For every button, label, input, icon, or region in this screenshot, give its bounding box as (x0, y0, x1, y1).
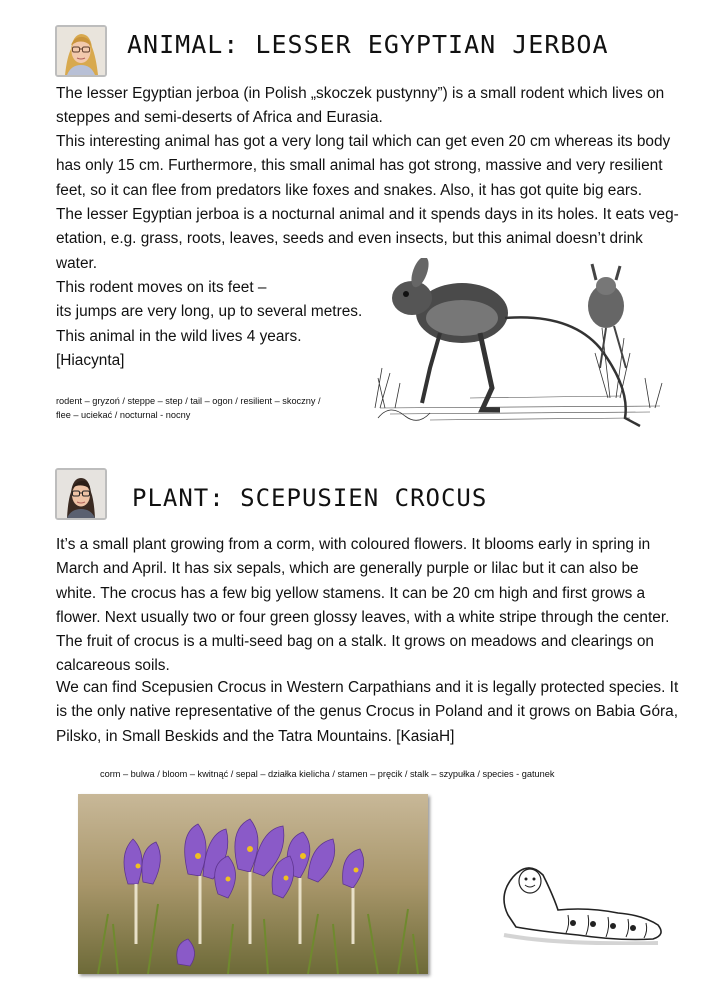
animal-paragraph-3: The lesser Egyptian jerboa is a nocturnal animal and it spends days in its holes. It eats veg-etation, e.g. grass, roots, leaves, seeds and even insects, but this animal doesn’t drink water. (56, 206, 679, 272)
author-avatar-kasiah (55, 468, 107, 520)
plant-vocab-line: corm – bulwa / bloom – kwitnąć / sepal – działka kielicha / stamen – pręcik / stalk – szypułka / species - gatunek (100, 769, 555, 779)
jerboa-engraving-icon (370, 258, 670, 434)
crocus-photo (78, 794, 428, 974)
animal-line-lifespan: This animal in the wild lives 4 years. (56, 328, 302, 345)
plant-paragraph-2: We can find Scepusien Crocus in Western Carpathians and it is legally protected species. It is the only native representative of the genus Crocus in Poland and it grows on Babia Góra, Pilsko, in Small Beskids and the Tatra Mountains. [KasiaH] (56, 679, 679, 745)
plant-title: PLANT: SCEPUSIEN CROCUS (132, 484, 488, 512)
jerboa-illustration (370, 258, 670, 434)
animal-vocab-line-1: rodent – gryzoń / steppe – step / tail – ogon / resilient – skoczny / (56, 396, 321, 406)
animal-line-feet: This rodent moves on its feet – (56, 279, 267, 296)
girl-avatar-icon (57, 470, 105, 518)
author-avatar-hiacynta (55, 25, 107, 77)
crocus-photo-icon (78, 794, 428, 974)
animal-vocab-line-2: flee – uciekać / nocturnal - nocny (56, 410, 191, 420)
girl-avatar-icon (57, 27, 105, 75)
animal-paragraph-2: This interesting animal has got a very long tail which can get even 20 cm whereas its body has only 15 cm. Furthermore, this small animal has got strong, massive and very resilient feet, so it can flee from predators like foxes and snakes. Also, it has got quite big ears. (56, 133, 671, 199)
animal-line-jumps: its jumps are very long, up to several metres. (56, 303, 363, 320)
plant-paragraph-1: It’s a small plant growing from a corm, with coloured flowers. It blooms early in spring in March and April. It has six sepals, which are generally purple or lilac but it can also be white. The crocus has a few big yellow stamens. It can be 20 cm high and first grows a flower. Next usually two or four green glossy leaves, with a white stripe through the center. The fruit of crocus is a multi-seed bag on a stalk. It grows on meadows and clearings on calcareous soils. (56, 536, 670, 675)
caterpillar-doodle (498, 855, 668, 945)
animal-paragraph-1: The lesser Egyptian jerboa (in Polish „skoczek pustynny”) is a small rodent which lives on steppes and semi-deserts of Africa and Eurasia. (56, 85, 665, 127)
animal-title: ANIMAL: LESSER EGYPTIAN JERBOA (127, 30, 609, 59)
caterpillar-doodle-icon (498, 855, 668, 945)
animal-author: [Hiacynta] (56, 352, 125, 369)
